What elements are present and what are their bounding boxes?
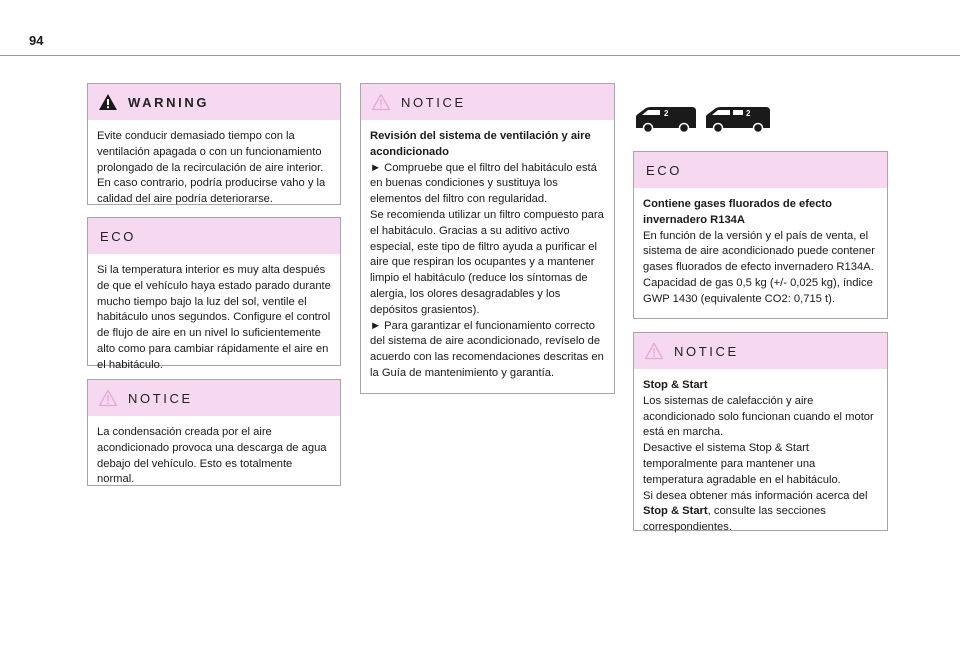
notice-heading: Revisión del sistema de ventilación y aire acondicionado [370, 130, 591, 158]
notice-text-prefix: Si desea obtener más información acerca del [643, 489, 868, 502]
notice-title: NOTICE [674, 343, 739, 359]
warning-triangle-outline-icon [644, 342, 664, 360]
eco-box-temperature [87, 217, 341, 371]
van-silhouette-icon [634, 104, 774, 134]
notice-title: NOTICE [128, 390, 193, 406]
warning-box [87, 83, 341, 205]
eco-text: Capacidad de gas 0,5 kg (+/- 0,025 kg), índice GWP 1430 (equivalente CO2: 0,715 t). [643, 276, 873, 305]
notice-header [88, 380, 340, 416]
eco-text: En función de la versión y el país de venta, el sistema de aire acondicionado puede contener gases fluorados de efecto invernadero R134A. [643, 229, 875, 274]
van-left-icon [636, 107, 696, 133]
eco-box-fluorinated-gases [633, 151, 888, 319]
notice-header [634, 333, 887, 369]
notice-text: La condensación creada por el aire acondicionado provoca una descarga de agua debajo del vehículo. Esto es totalmente normal. [97, 426, 327, 486]
notice-text: Desactive el sistema Stop & Start temporalmente para mantener una temperatura agradable en el habitáculo. [643, 442, 841, 486]
notice-text-suffix: , consulte las secciones correspondientes. [643, 505, 826, 534]
warning-text: Evite conducir demasiado tiempo con la ventilación apagada o con un funcionamiento prolongado de la recirculación de aire interior. En caso contrario, podría producirse vaho y la calidad del aire podría deteriorarse. [97, 130, 326, 206]
eco-header [634, 152, 887, 188]
eco-header [88, 218, 340, 254]
warning-triangle-filled-icon [98, 93, 118, 111]
notice-text: Los sistemas de calefacción y aire acondicionado solo funcionan cuando el motor está en marcha. [643, 394, 874, 439]
notice-text [643, 489, 878, 536]
notice-header [361, 84, 614, 120]
eco-text: Si la temperatura interior es muy alta después de que el vehículo haya estado parado durante mucho tiempo bajo la luz del sol, ventile el habitáculo unos segundos. Configure el control de flujo de aire en un nivel lo suficientemente alto como para cambiar rápidamente el aire en el habitáculo. [97, 264, 331, 371]
svg-text:2: 2 [664, 109, 669, 118]
notice-box-ventilation [360, 83, 615, 394]
warning-title: WARNING [128, 94, 210, 110]
top-divider [0, 55, 960, 56]
eco-heading: Contiene gases fluorados de efecto invernadero R134A [643, 198, 832, 226]
notice-title: NOTICE [401, 94, 466, 110]
notice-item: ► Compruebe que el filtro del habitáculo está en buenas condiciones y sustituya los elementos del filtro con regularidad. [370, 161, 597, 206]
warning-header [88, 84, 340, 120]
warning-triangle-outline-icon [371, 93, 391, 111]
notice-heading: Stop & Start [643, 379, 708, 391]
svg-text:2: 2 [746, 109, 751, 118]
eco-title: ECO [100, 228, 136, 244]
notice-item: ► Para garantizar el funcionamiento correcto del sistema de aire acondicionado, revíselo de acuerdo con las recomendaciones descritas en la Guía de mantenimiento y garantía. [370, 319, 604, 379]
notice-box-stop-start [633, 332, 888, 534]
warning-triangle-outline-icon [98, 389, 118, 407]
page-number: 94 [29, 33, 44, 48]
eco-title: ECO [646, 162, 682, 178]
notice-text: Se recomienda utilizar un filtro compuesto para el habitáculo. Gracias a su aditivo activo especial, este tipo de filtro ayuda a purificar el aire que respiran los ocupantes y a mantener limpio el habitáculo (reduce los síntomas de alergia, los olores desagradables y los depósitos grasientos). [370, 208, 604, 316]
van-right-icon [706, 107, 770, 133]
stop-start-link-text: Stop & Start [643, 505, 708, 518]
notice-box-condensation [87, 379, 341, 486]
